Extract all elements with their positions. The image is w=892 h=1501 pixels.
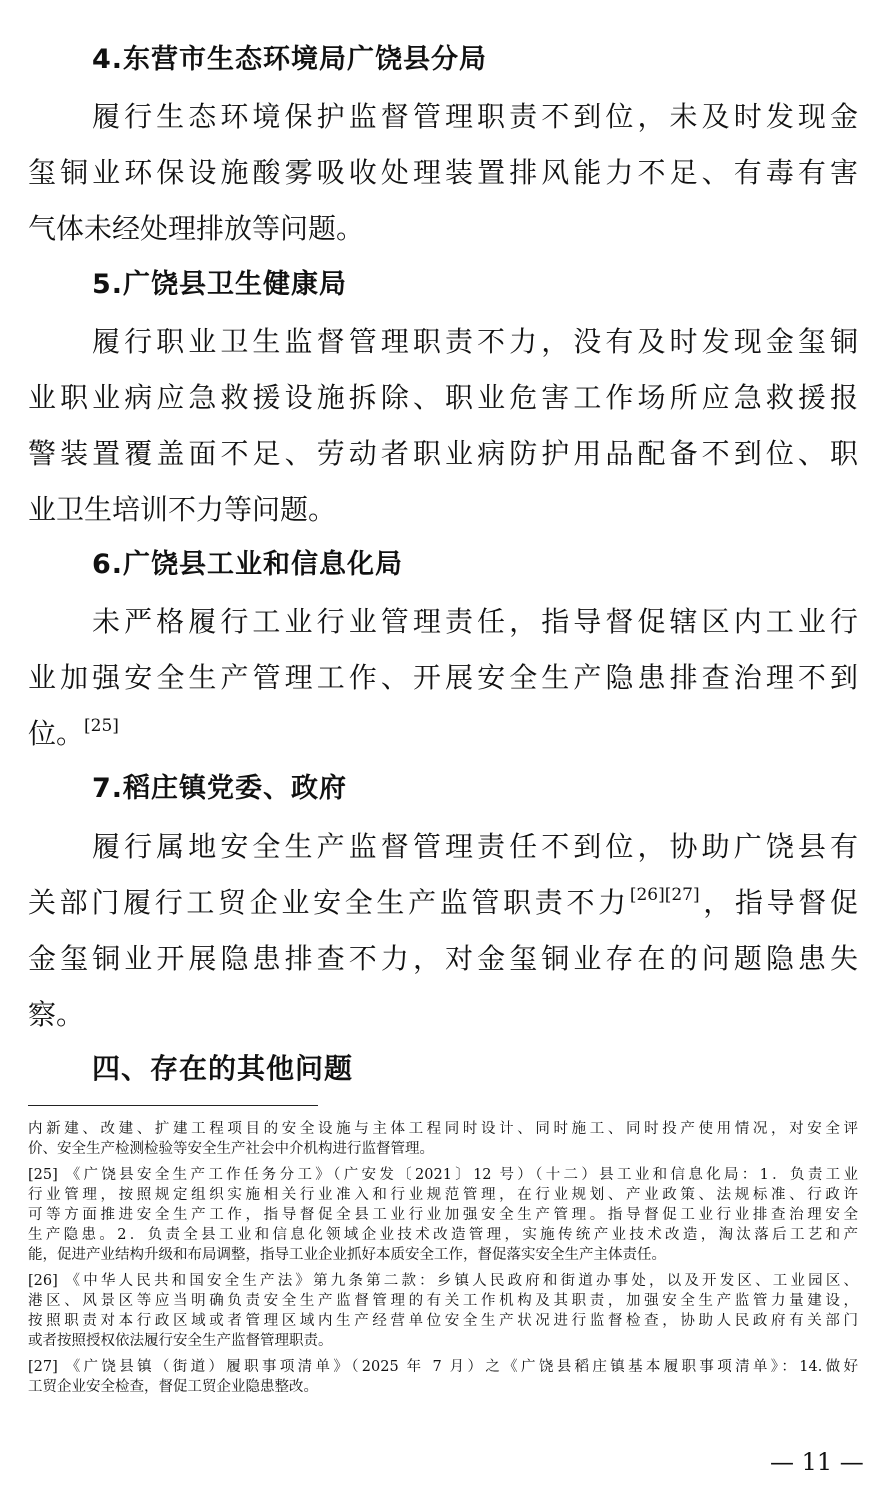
footnote-line: [27] 《广饶县镇（街道）履职事项清单》（2025 年 7 月）之《广饶县稻庄镇基本履职事项清单》：14.做好 (28, 1359, 858, 1375)
paragraph-line: 履行生态环境保护监督管理职责不到位，未及时发现金 (92, 100, 858, 133)
footnote-line: 可等方面推进安全生产工作，指导督促全县工业行业加强安全生产管理。指导督促工业行业排查治理安全 (28, 1207, 858, 1223)
paragraph-text: ，指导督促 (699, 886, 858, 919)
footnote-ref[interactable]: [25] (84, 716, 119, 736)
section-heading-4: 4.东营市生态环境局广饶县分局 (92, 44, 488, 75)
paragraph-text: 关部门履行工贸企业安全生产监管职责不力 (28, 886, 630, 919)
paragraph-line: 玺铜业环保设施酸雾吸收处理装置排风能力不足、有毒有害 (28, 156, 858, 189)
paragraph-line: 履行职业卫生监督管理职责不力，没有及时发现金玺铜 (92, 325, 858, 358)
footnote-line: 港区、风景区等应当明确负责安全生产监督管理的有关工作机构及其职责，加强安全生产监管力量建设， (28, 1293, 858, 1309)
footnote-line: 行业管理，按照规定组织实施相关行业准入和行业规范管理，在行业规划、产业政策、法规标准、行政许 (28, 1187, 858, 1203)
section-heading-6: 6.广饶县工业和信息化局 (92, 549, 404, 580)
paragraph-line: 业卫生培训不力等问题。 (28, 493, 337, 526)
paragraph-line (28, 715, 858, 753)
part-heading: 四、存在的其他问题 (92, 1052, 354, 1085)
footnote-line: 能，促进产业结构升级和布局调整，指导工业企业抓好本质安全工作，督促落实安全生产主体责任。 (28, 1247, 666, 1263)
footnote-line: [25] 《广饶县安全生产工作任务分工》（广安发〔2021〕12 号）（十二）县工业和信息化局：1．负责工业 (28, 1167, 858, 1183)
footnote-divider (28, 1105, 318, 1106)
paragraph-line: 察。 (28, 998, 85, 1031)
section-heading-5: 5.广饶县卫生健康局 (92, 269, 348, 300)
section-heading-7: 7.稻庄镇党委、政府 (92, 773, 348, 804)
paragraph-line: 金玺铜业开展隐患排查不力，对金玺铜业存在的问题隐患失 (28, 942, 858, 975)
paragraph-line: 气体未经处理排放等问题。 (28, 212, 365, 245)
footnote-line: [26] 《中华人民共和国安全生产法》第九条第二款：乡镇人民政府和街道办事处，以及开发区、工业园区、 (28, 1273, 858, 1289)
footnote-ref[interactable]: [26][27] (629, 885, 700, 905)
footnote-line: 工贸企业安全检查，督促工贸企业隐患整改。 (28, 1379, 318, 1395)
footnote-line: 按照职责对本行政区域或者管理区域内生产经营单位安全生产状况进行监督检查，协助人民政府有关部门 (28, 1313, 858, 1329)
paragraph-line (28, 884, 858, 922)
footnote-line: 生产隐患。2．负责全县工业和信息化领域企业技术改造管理，实施传统产业技术改造，淘汰落后工艺和产 (28, 1227, 858, 1243)
paragraph-line: 履行属地安全生产监督管理责任不到位，协助广饶县有 (92, 830, 858, 863)
paragraph-line: 未严格履行工业行业管理责任，指导督促辖区内工业行 (92, 605, 858, 638)
footnote-line: 价、安全生产检测检验等安全生产社会中介机构进行监督管理。 (28, 1141, 434, 1157)
paragraph-line: 警装置覆盖面不足、劳动者职业病防护用品配备不到位、职 (28, 437, 858, 470)
paragraph-text: 位。 (28, 717, 85, 750)
footnote-line: 或者按照授权依法履行安全生产监督管理职责。 (28, 1333, 333, 1349)
paragraph-line: 业职业病应急救援设施拆除、职业危害工作场所应急救援报 (28, 381, 858, 414)
page-number: — 11 — (770, 1448, 864, 1476)
footnote-line: 内新建、改建、扩建工程项目的安全设施与主体工程同时设计、同时施工、同时投产使用情况，对安全评 (28, 1121, 858, 1137)
paragraph-line: 业加强安全生产管理工作、开展安全生产隐患排查治理不到 (28, 661, 858, 694)
